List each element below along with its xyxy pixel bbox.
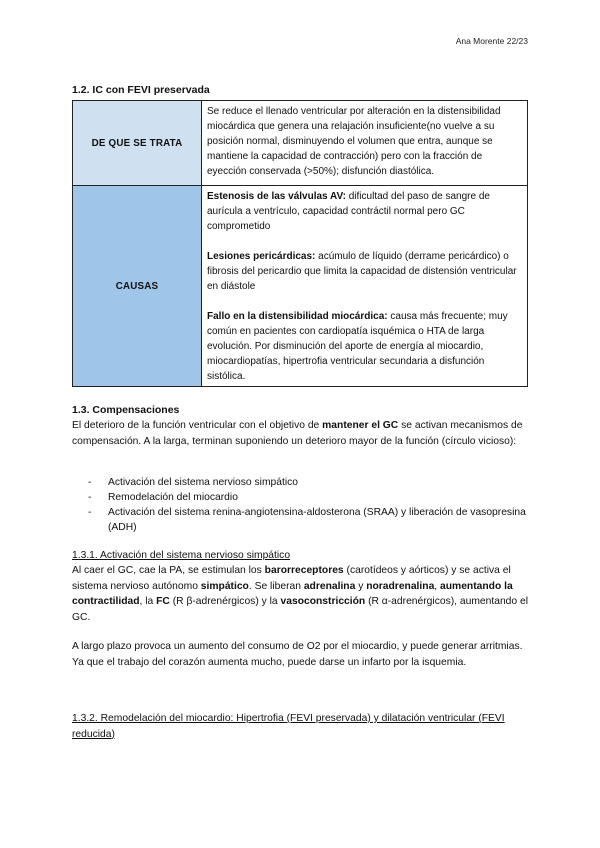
long-term-paragraph: A largo plazo provoca un aumento del consumo de O2 por el miocardio, y puede generar arritmias. Ya que el trabajo del corazón aumenta mucho, puede darse un infarto por la isquemia. bbox=[72, 641, 523, 668]
page-header-author: Ana Morente 22/23 bbox=[455, 36, 528, 46]
cause-item: Fallo en la distensibilidad miocárdica: causa más frecuente; muy común en pacientes con cardiopatía isquémica o HTA de larga evolución. Por disminución del aporte de energía al miocardio, miocardiopatías, hipertrofia ventricular secundaria a disfunción sistólica. bbox=[207, 311, 508, 382]
row-text-causes bbox=[202, 186, 528, 387]
cause-item: Lesiones pericárdicas: acúmulo de líquido (derrame pericárdico) o fibrosis del pericardio que limita la capacidad de distensión ventricular en diástole bbox=[207, 251, 517, 292]
row-text-definition: Se reduce el llenado ventricular por alteración en la distensibilidad miocárdica que genera una relajación insuficiente(no vuelve a su posición normal, disminuyendo el volumen que entra, aunque se mantiene la capacidad de contracción) pero con la fracción de eyección conservada (>50%); disfunción diastólica. bbox=[202, 101, 528, 186]
list-item: - Activación del sistema nervioso simpático bbox=[88, 477, 298, 488]
simpatico-paragraph: Al caer el GC, cae la PA, se estimulan los barorreceptores (carotídeos y aórticos) y se activa el sistema nervioso autónomo simpático. Se liberan adrenalina y noradrenalina, aumentando la contractilidad, la FC (R β-adrenérgicos) y la vasoconstricción (R α-adrenérgicos), aumentando el GC. bbox=[72, 565, 528, 623]
compensation-list bbox=[88, 475, 528, 535]
row-label-de-que-se-trata: DE QUE SE TRATA bbox=[73, 101, 202, 186]
cause-item: Estenosis de las válvulas AV: dificultad del paso de sangre de aurícula a ventrículo, capacidad contráctil normal pero GC comprometido bbox=[207, 191, 490, 232]
table-row bbox=[73, 186, 528, 387]
subsection-title-1-3-1: 1.3.1. Activación del sistema nervioso simpático bbox=[72, 550, 291, 561]
subsection-title-1-3-2: 1.3.2. Remodelación del miocardio: Hipertrofia (FEVI preservada) y dilatación ventricular (FEVI reducida) bbox=[72, 713, 505, 740]
section-title-1-2: 1.2. IC con FEVI preservada bbox=[72, 84, 210, 96]
section-title-1-3: 1.3. Compensaciones bbox=[72, 404, 180, 416]
compensaciones-intro: El deterioro de la función ventricular con el objetivo de mantener el GC se activan mecanismos de compensación. A la larga, terminan suponiendo un deterioro mayor de la función (círculo vicioso): bbox=[72, 420, 523, 447]
row-label-causas: CAUSAS bbox=[73, 186, 202, 387]
list-item: - Remodelación del miocardio bbox=[88, 492, 238, 503]
table-row bbox=[73, 101, 528, 186]
ic-fevi-table bbox=[72, 100, 528, 387]
list-item: - Activación del sistema renina-angiotensina-aldosterona (SRAA) y liberación de vasopresina (ADH) bbox=[88, 507, 526, 533]
